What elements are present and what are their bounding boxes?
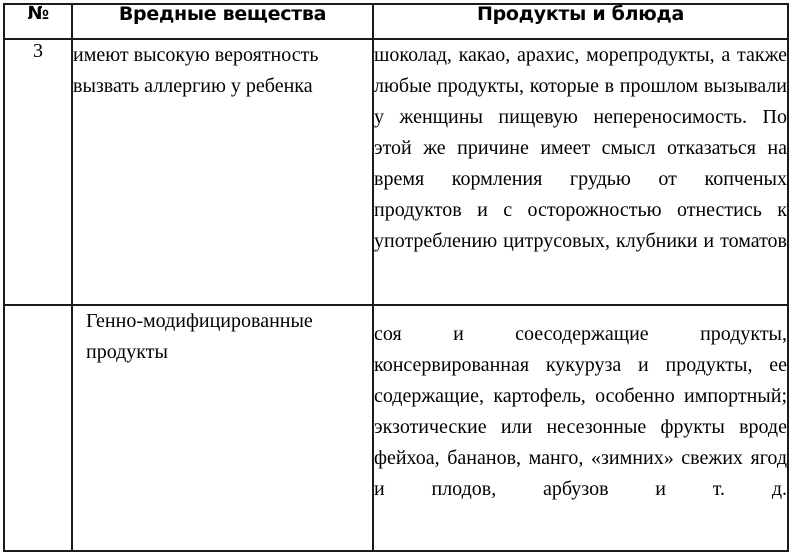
table-header: [4, 4, 788, 39]
table-row: [4, 39, 788, 305]
cell-products: [373, 305, 788, 551]
column-header-products: Продукты и блюда: [373, 4, 788, 39]
products-text: шоколад, какао, арахис, морепродукты, а также любые продукты, которые в прошлом вызывали у женщины пищевую непереносимость. По этой же причине имеет смысл отказаться на время кормления грудью от копченых продуктов и с осторожностью отнестись к употреблению цитрусовых, клубники и томатов: [374, 44, 787, 252]
cell-row-number: 3: [4, 39, 72, 305]
table-body: [4, 39, 788, 551]
substances-text: Генно-модифицированные продукты: [86, 309, 313, 363]
table-row: [4, 305, 788, 551]
cell-row-number: [4, 305, 72, 551]
products-text: соя и соесодержащие продукты, консервированная кукуруза и продукты, ее содержащие, картофель, особенно импортный; экзотические или несезонные фрукты вроде фейхоа, бананов, манго, «зимних» свежих ягод и плодов, арбузов и т. д.: [374, 322, 787, 500]
cell-substances: [72, 39, 373, 305]
column-header-substances: Вредные вещества: [72, 4, 373, 39]
table-header-row: [4, 4, 788, 39]
cell-substances: [72, 305, 373, 551]
harmful-substances-table: [3, 3, 789, 552]
column-header-number: №: [4, 4, 72, 39]
cell-products: [373, 39, 788, 305]
substances-text: имеют высокую вероятность вызвать аллергию у ребенка: [73, 44, 319, 97]
